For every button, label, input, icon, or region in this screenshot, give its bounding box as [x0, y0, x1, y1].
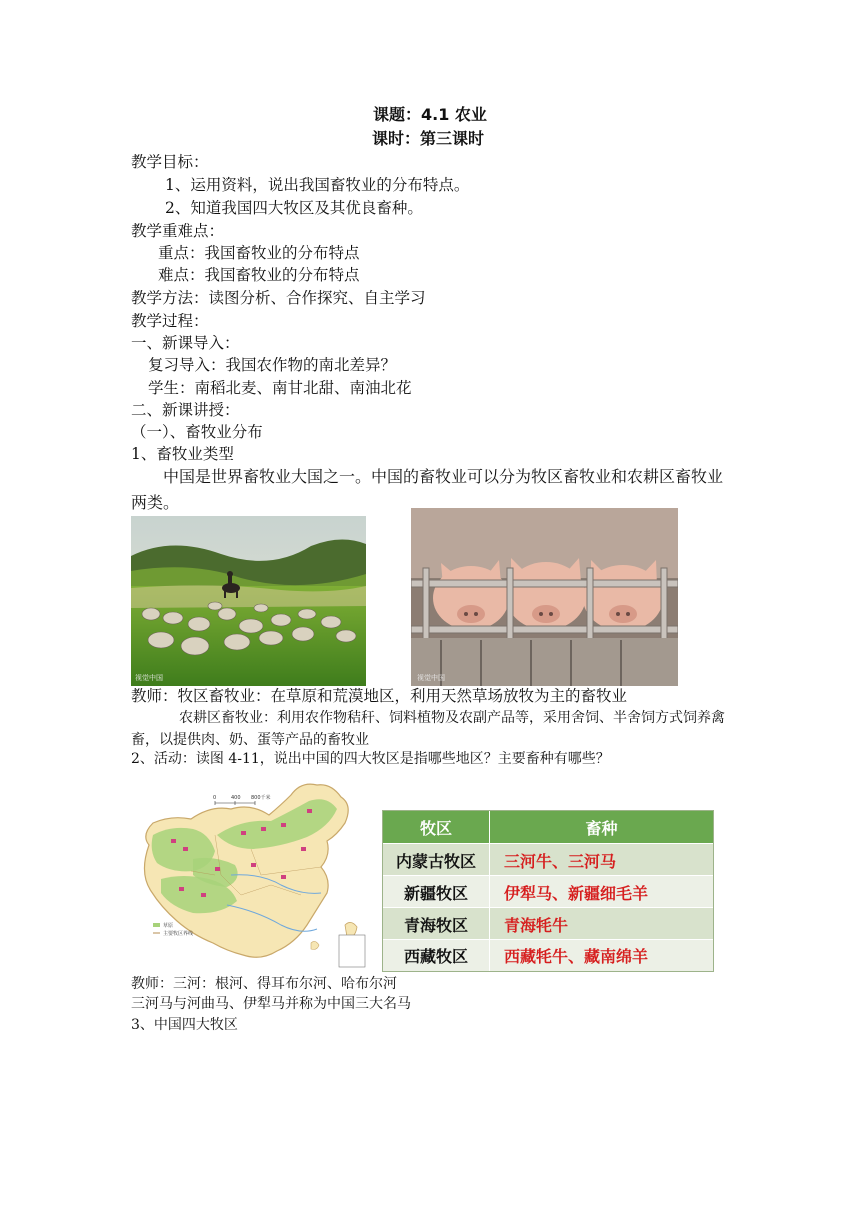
right-photo-watermark: 视觉中国 — [417, 674, 445, 682]
teacher-note-three-rivers: 教师：三河：根河、得耳布尔河、哈布尔河 — [131, 976, 397, 992]
legend-grass-swatch — [153, 923, 160, 927]
left-photo-watermark: 视觉中国 — [135, 674, 163, 682]
student-answer: 学生：南稻北麦、南甘北甜、南油北花 — [148, 379, 412, 397]
teacher-note-pastoral: 教师：牧区畜牧业：在草原和荒漠地区，利用天然草场放牧为主的畜牧业 — [131, 687, 628, 705]
map-scale-800: 800千米 — [251, 795, 271, 801]
region-cell: 青海牧区 — [383, 908, 490, 940]
grassland-photo — [131, 516, 366, 686]
table-row — [383, 939, 713, 971]
breeds-cell: 三河牛、三河马 — [504, 851, 617, 871]
review-question: 复习导入：我国农作物的南北差异？ — [148, 356, 397, 374]
lesson-topic: 课题：4.1 农业 — [373, 105, 487, 124]
china-map-art — [131, 775, 371, 975]
table-header-row — [383, 811, 713, 843]
breeds-cell: 青海牦牛 — [504, 915, 569, 935]
china-pasture-map — [131, 775, 371, 975]
grassland-photo-art — [131, 516, 366, 686]
header-breeds: 畜种 — [585, 818, 618, 838]
subsection-four-pastures: 3、中国四大牧区 — [131, 1017, 238, 1033]
key-point: 重点：我国畜牧业的分布特点 — [158, 244, 360, 262]
legend-grass-label: 草原 — [163, 923, 174, 929]
activity-prompt: 2、活动：读图 4-11，说出中国的四大牧区是指哪些地区？主要畜种有哪些？ — [131, 751, 610, 767]
lesson-session: 课时：第三课时 — [372, 129, 485, 148]
pasture-breeds-table — [382, 810, 714, 972]
objectives-heading: 教学目标： — [131, 153, 209, 171]
section-heading: （一）、畜牧业分布 — [131, 423, 263, 441]
part-two-heading: 二、新课讲授： — [131, 401, 240, 419]
region-cell: 内蒙古牧区 — [383, 844, 490, 876]
teacher-note-farming: 农耕区畜牧业：利用农作物秸秆、饲料植物及农副产品等，采用舍饲、半舍饲方式饲养禽畜，以提供肉、奶、蛋等产品的畜牧业 — [131, 710, 725, 748]
breeds-cell: 伊犁马、新疆细毛羊 — [504, 883, 649, 903]
pigs-photo-art — [411, 508, 678, 686]
objective-item: 1、运用资料，说出我国畜牧业的分布特点。 — [165, 176, 470, 194]
pigs-photo — [411, 508, 678, 686]
process-heading: 教学过程： — [131, 312, 209, 330]
intro-paragraph: 中国是世界畜牧业大国之一。中国的畜牧业可以分为牧区畜牧业和农耕区畜牧业两类。 — [131, 467, 724, 512]
header-region: 牧区 — [383, 811, 490, 843]
keypoints-heading: 教学重难点： — [131, 222, 225, 240]
table-row — [383, 875, 713, 908]
teaching-methods: 教学方法：读图分析、合作探究、自主学习 — [131, 289, 426, 307]
difficult-point: 难点：我国畜牧业的分布特点 — [158, 266, 360, 284]
region-cell: 新疆牧区 — [383, 876, 490, 908]
map-scale-0: 0 — [213, 795, 217, 801]
objective-item: 2、知道我国四大牧区及其优良畜种。 — [165, 199, 423, 217]
region-cell: 西藏牧区 — [383, 940, 490, 971]
table-row — [383, 843, 713, 876]
breeds-cell: 西藏牦牛、藏南绵羊 — [504, 947, 649, 966]
table-row — [383, 907, 713, 940]
subsection-heading: 1、畜牧业类型 — [131, 445, 234, 463]
part-one-heading: 一、新课导入： — [131, 334, 240, 352]
map-scale-400: 400 — [231, 795, 241, 801]
legend-border-label: 主要牧区界线 — [163, 931, 194, 937]
teacher-note-famous-horses: 三河马与河曲马、伊犁马并称为中国三大名马 — [131, 996, 411, 1012]
